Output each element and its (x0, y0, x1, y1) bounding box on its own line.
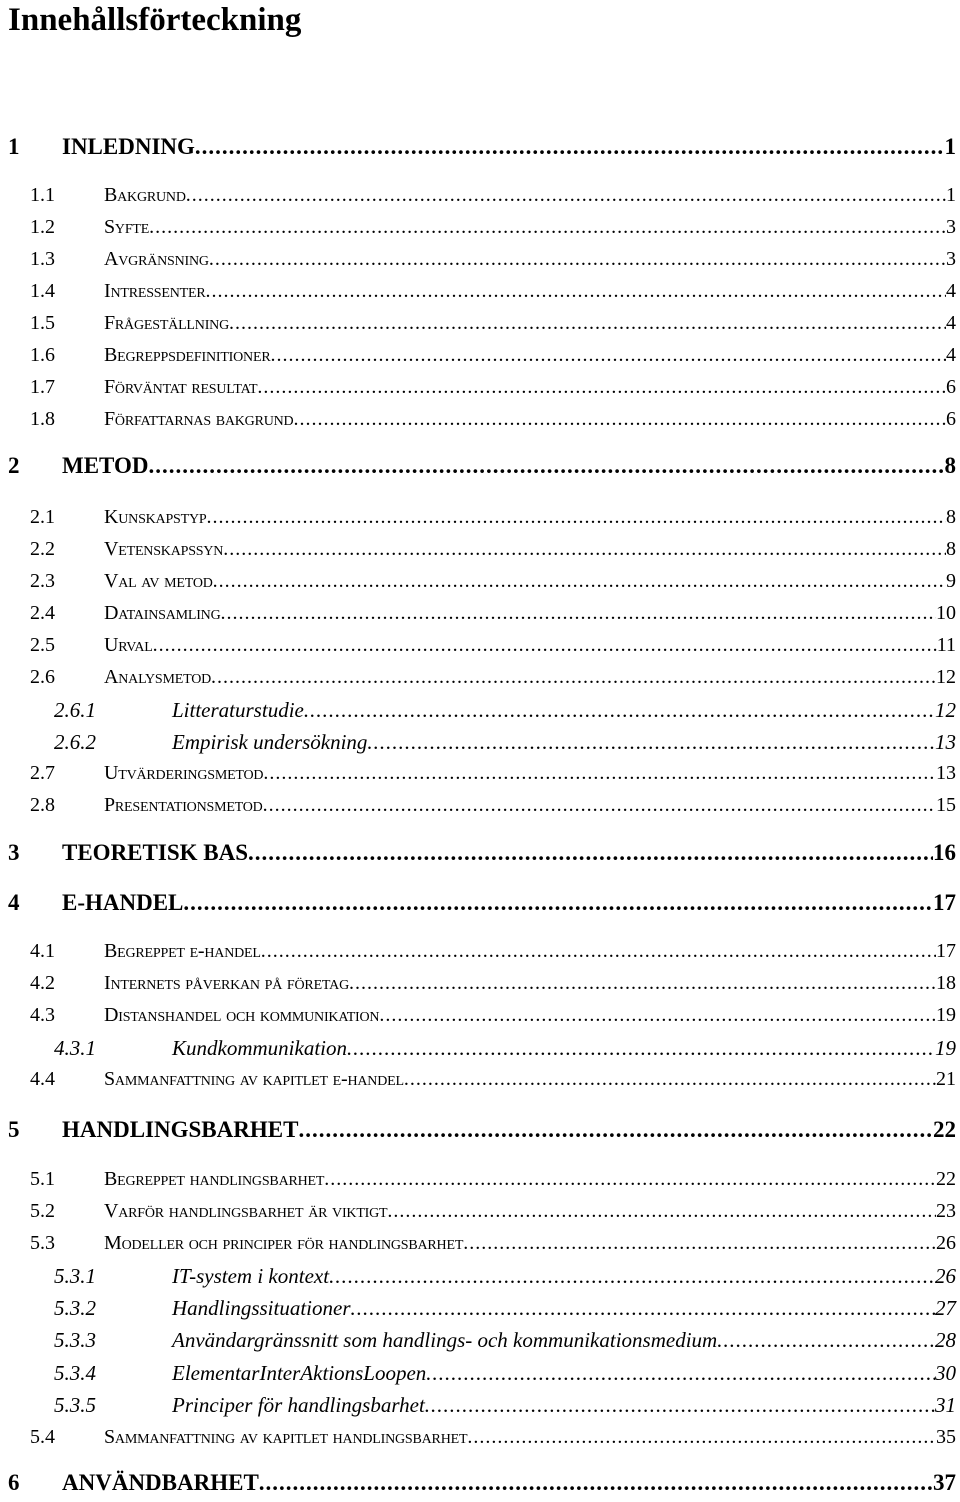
toc-entry-page: 4 (946, 312, 956, 334)
toc-entry-label: Begreppet e-handel (104, 940, 261, 962)
toc-entry-number: 1.5 (30, 312, 55, 334)
toc-entry-page: 8 (944, 453, 956, 478)
toc-entry-page: 3 (946, 248, 956, 270)
dot-leader (329, 1264, 935, 1289)
dot-leader (351, 1296, 935, 1321)
toc-entry-number: 1.2 (30, 216, 55, 238)
toc-entry-label: Syfte (104, 216, 150, 238)
toc-entry[interactable] (0, 940, 960, 968)
dot-leader (387, 1200, 936, 1223)
toc-entry-number: 2.1 (30, 506, 55, 528)
toc-entry-label: Begreppet handlingsbarhet (104, 1168, 325, 1190)
toc-entry-label: HANDLINGSBARHET (62, 1117, 299, 1142)
toc-entry-number: 4 (8, 890, 20, 915)
toc-entry[interactable] (0, 344, 960, 372)
toc-entry[interactable] (0, 730, 960, 758)
toc-entry-label: IT-system i kontext (172, 1264, 330, 1288)
dot-leader (229, 312, 946, 335)
toc-entry-label: Principer för handlingsbarhet (172, 1393, 425, 1417)
toc-entry[interactable] (0, 972, 960, 1000)
toc-entry[interactable] (0, 1232, 960, 1260)
toc-entry-label: Presentationsmetod (104, 794, 263, 816)
dot-leader (209, 248, 946, 271)
toc-entry-number: 5.2 (30, 1200, 55, 1222)
toc-entry-page: 27 (935, 1296, 956, 1320)
toc-entry-number: 1.6 (30, 344, 55, 366)
dot-leader (347, 1036, 935, 1061)
toc-entry[interactable] (0, 134, 960, 166)
toc-entry[interactable] (0, 602, 960, 630)
dot-leader (195, 134, 945, 160)
toc-entry[interactable] (0, 1200, 960, 1228)
toc-entry[interactable] (0, 666, 960, 694)
toc-entry-page: 37 (933, 1470, 956, 1495)
toc-entry-page: 28 (935, 1328, 956, 1352)
dot-leader (425, 1393, 935, 1418)
toc-entry-page: 19 (936, 1004, 956, 1026)
toc-entry-page: 26 (936, 1232, 956, 1254)
toc-entry[interactable] (0, 634, 960, 662)
dot-leader (183, 890, 933, 916)
toc-entry-page: 10 (936, 602, 956, 624)
dot-leader (324, 1168, 936, 1191)
toc-entry-number: 1.7 (30, 376, 55, 398)
toc-entry-number: 1.1 (30, 184, 55, 206)
dot-leader (221, 602, 937, 625)
toc-entry[interactable] (0, 408, 960, 436)
toc-entry-page: 23 (936, 1200, 956, 1222)
toc-entry[interactable] (0, 506, 960, 534)
page-title: Innehållsförteckning (8, 2, 302, 38)
toc-entry[interactable] (0, 248, 960, 276)
toc-entry-page: 19 (935, 1036, 956, 1060)
toc-entry-page: 22 (936, 1168, 956, 1190)
dot-leader (206, 280, 947, 303)
dot-leader (153, 634, 937, 657)
toc-entry[interactable] (0, 376, 960, 404)
toc-entry-number: 2.8 (30, 794, 55, 816)
dot-leader (259, 1470, 933, 1496)
toc-entry-label: INLEDNING (62, 134, 195, 159)
toc-entry-number: 1.8 (30, 408, 55, 430)
toc-entry-number: 4.1 (30, 940, 55, 962)
toc-entry[interactable] (0, 538, 960, 566)
dot-leader (186, 184, 946, 207)
toc-entry-label: Urval (104, 634, 153, 656)
toc-entry-label: Datainsamling (104, 602, 221, 624)
toc-entry[interactable] (0, 890, 960, 922)
toc-entry-label: Användargränssnitt som handlings- och kommunikationsmedium (172, 1328, 718, 1352)
toc-entry-page: 1 (946, 184, 956, 206)
toc-entry[interactable] (0, 1168, 960, 1196)
toc-entry[interactable] (0, 794, 960, 822)
toc-entry-page: 13 (936, 762, 956, 784)
toc-entry[interactable] (0, 1068, 960, 1096)
toc-entry-page: 17 (933, 890, 956, 915)
toc-entry-page: 3 (946, 216, 956, 238)
toc-entry-page: 6 (946, 408, 956, 430)
toc-entry-label: Val av metod (104, 570, 213, 592)
toc-entry-number: 2.6.2 (54, 730, 96, 754)
dot-leader (207, 506, 947, 529)
toc-entry-number: 5.3.4 (54, 1361, 96, 1385)
dot-leader (261, 940, 936, 963)
toc-entry[interactable] (0, 1264, 960, 1292)
toc-entry[interactable] (0, 570, 960, 598)
toc-entry-page: 30 (935, 1361, 956, 1385)
toc-entry[interactable] (0, 216, 960, 244)
toc-entry-number: 4.3 (30, 1004, 55, 1026)
toc-entry-number: 5.3.3 (54, 1328, 96, 1352)
toc-entry[interactable] (0, 698, 960, 726)
dot-leader (304, 698, 935, 723)
toc-entry-page: 11 (936, 634, 956, 656)
toc-entry-label: ElementarInterAktionsLoopen (172, 1361, 427, 1385)
toc-entry-label: Analysmetod (104, 666, 212, 688)
dot-leader (148, 453, 944, 479)
toc-entry-number: 5 (8, 1117, 20, 1142)
toc-entry-label: METOD (62, 453, 149, 478)
toc-entry-page: 17 (936, 940, 956, 962)
toc-entry-label: Utvärderingsmetod (104, 762, 264, 784)
toc-entry-number: 2.4 (30, 602, 55, 624)
toc-entry[interactable] (0, 840, 960, 872)
toc-entry[interactable] (0, 1036, 960, 1064)
toc-entry-label: Kundkommunikation (172, 1036, 347, 1060)
toc-entry-page: 21 (936, 1068, 956, 1090)
dot-leader (463, 1232, 936, 1255)
toc-entry-page: 18 (936, 972, 956, 994)
toc-entry[interactable] (0, 453, 960, 485)
toc-entry-page: 35 (936, 1426, 956, 1448)
toc-entry-label: Bakgrund (104, 184, 186, 206)
toc-entry-label: Sammanfattning av kapitlet e-handel (104, 1068, 404, 1090)
toc-entry-label: Modeller och principer för handlingsbarhet (104, 1232, 464, 1254)
toc-entry-page: 13 (935, 730, 956, 754)
dot-leader (349, 972, 936, 995)
toc-entry[interactable] (0, 184, 960, 212)
toc-entry-page: 9 (946, 570, 956, 592)
toc-entry-label: Frågeställning (104, 312, 229, 334)
toc-entry-label: Varför handlingsbarhet är viktigt (104, 1200, 388, 1222)
toc-entry-label: Begreppsdefinitioner (104, 344, 271, 366)
toc-entry-number: 5.4 (30, 1426, 55, 1448)
toc-entry[interactable] (0, 1361, 960, 1389)
dot-leader (211, 666, 936, 689)
toc-entry-label: Kunskapstyp (104, 506, 207, 528)
toc-entry[interactable] (0, 1426, 960, 1454)
toc-entry-number: 4.2 (30, 972, 55, 994)
dot-leader (213, 570, 946, 593)
toc-entry[interactable] (0, 1004, 960, 1032)
toc-entry[interactable] (0, 1117, 960, 1149)
toc-entry-number: 3 (8, 840, 20, 865)
toc-entry-label: Förväntat resultat (104, 376, 258, 398)
toc-entry-page: 12 (935, 698, 956, 722)
dot-leader (717, 1328, 935, 1353)
toc-entry-number: 5.1 (30, 1168, 55, 1190)
toc-entry-label: Handlingssituationer (172, 1296, 351, 1320)
toc-entry-label: Vetenskapssyn (104, 538, 224, 560)
toc-entry-number: 2.6 (30, 666, 55, 688)
toc-entry-number: 1.3 (30, 248, 55, 270)
toc-entry-label: Avgränsning (104, 248, 209, 270)
toc-entry-label: E-HANDEL (62, 890, 184, 915)
toc-entry-number: 4.3.1 (54, 1036, 96, 1060)
toc-entry-number: 1 (8, 134, 20, 159)
toc-entry-label: Internets påverkan på företag (104, 972, 349, 994)
toc-entry-page: 12 (936, 666, 956, 688)
dot-leader (379, 1004, 936, 1027)
dot-leader (426, 1361, 935, 1386)
toc-entry-page: 1 (944, 134, 956, 159)
toc-entry-page: 8 (946, 538, 956, 560)
toc-entry-label: Empirisk undersökning (172, 730, 368, 754)
toc-entry-page: 4 (946, 344, 956, 366)
dot-leader (270, 344, 946, 367)
toc-entry-label: ANVÄNDBARHET (62, 1470, 259, 1495)
toc-entry-number: 1.4 (30, 280, 55, 302)
toc-entry-number: 2.2 (30, 538, 55, 560)
toc-entry-page: 26 (935, 1264, 956, 1288)
toc-entry[interactable] (0, 1470, 960, 1502)
toc-entry[interactable] (0, 1393, 960, 1421)
toc-entry[interactable] (0, 1328, 960, 1356)
toc-entry[interactable] (0, 1296, 960, 1324)
toc-entry-page: 8 (946, 506, 956, 528)
toc-entry-page: 22 (933, 1117, 956, 1142)
dot-leader (467, 1426, 936, 1449)
toc-entry-page: 6 (946, 376, 956, 398)
toc-entry-number: 6 (8, 1470, 20, 1495)
toc-entry-label: Litteraturstudie (172, 698, 304, 722)
dot-leader (223, 538, 946, 561)
dot-leader (293, 408, 946, 431)
toc-entry-number: 5.3.5 (54, 1393, 96, 1417)
dot-leader (257, 376, 946, 399)
toc-entry-label: Intressenter (104, 280, 206, 302)
dot-leader (298, 1117, 933, 1143)
toc-entry-page: 16 (933, 840, 956, 865)
toc-entry-page: 4 (946, 280, 956, 302)
toc-entry-label: Distanshandel och kommunikation (104, 1004, 380, 1026)
toc-entry-page: 31 (935, 1393, 956, 1417)
toc-entry-label: TEORETISK BAS (62, 840, 248, 865)
dot-leader (248, 840, 933, 866)
toc-entry-label: Författarnas bakgrund (104, 408, 294, 430)
toc-entry-number: 2.5 (30, 634, 55, 656)
toc-entry-number: 5.3.2 (54, 1296, 96, 1320)
toc-entry-number: 2.3 (30, 570, 55, 592)
dot-leader (263, 794, 936, 817)
toc-entry-number: 5.3.1 (54, 1264, 96, 1288)
toc-entry-number: 2 (8, 453, 20, 478)
toc-entry[interactable] (0, 312, 960, 340)
dot-leader (367, 730, 935, 755)
toc-entry-label: Sammanfattning av kapitlet handlingsbarhet (104, 1426, 468, 1448)
toc-entry-number: 2.6.1 (54, 698, 96, 722)
dot-leader (149, 216, 946, 239)
dot-leader (404, 1068, 936, 1091)
toc-entry-number: 5.3 (30, 1232, 55, 1254)
toc-entry[interactable] (0, 762, 960, 790)
dot-leader (263, 762, 936, 785)
toc-entry-page: 15 (936, 794, 956, 816)
toc-entry-number: 2.7 (30, 762, 55, 784)
toc-entry[interactable] (0, 280, 960, 308)
toc-entry-number: 4.4 (30, 1068, 55, 1090)
